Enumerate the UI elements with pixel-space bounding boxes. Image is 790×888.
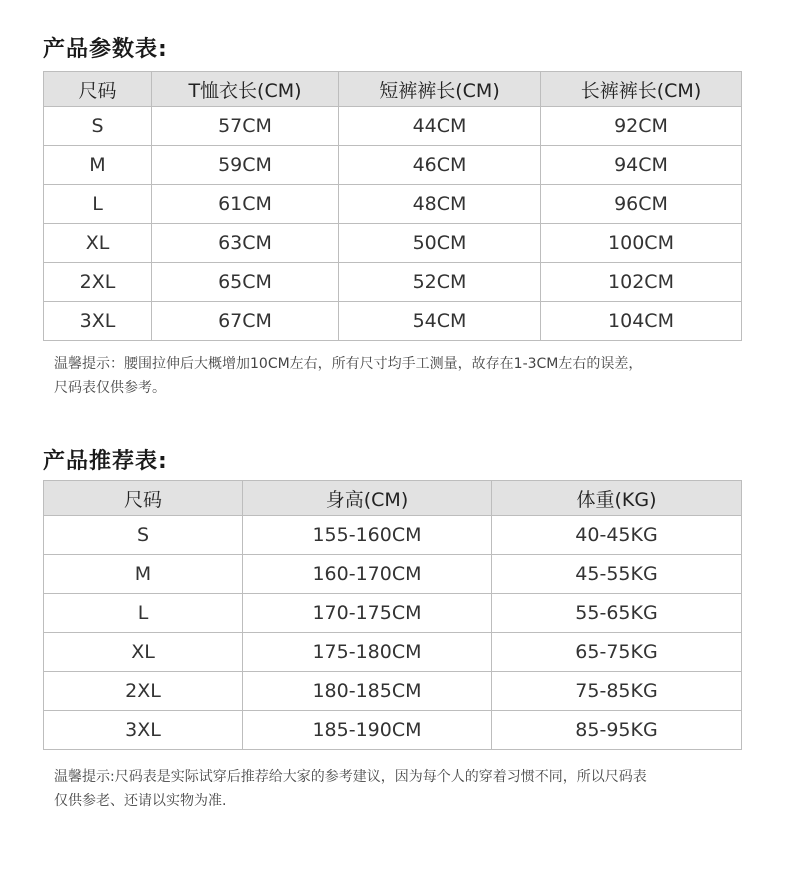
pants-length-cell: 102CM (541, 263, 742, 302)
table-row (44, 711, 742, 750)
params-note-line1: 温馨提示：腰围拉伸后大概增加10CM左右，所有尺寸均手工测量，故存在1-3CM左右的误差， (54, 356, 643, 372)
shorts-length-cell: 50CM (339, 224, 541, 263)
pants-length-cell: 100CM (541, 224, 742, 263)
table-row (44, 516, 742, 555)
size-cell: L (44, 185, 152, 224)
table-row (44, 302, 742, 341)
weight-cell: 55-65KG (492, 594, 742, 633)
table-row (44, 146, 742, 185)
weight-cell: 75-85KG (492, 672, 742, 711)
shorts-length-cell: 44CM (339, 107, 541, 146)
size-cell: M (44, 146, 152, 185)
table-row (44, 224, 742, 263)
table-row (44, 263, 742, 302)
height-cell: 175-180CM (243, 633, 492, 672)
size-cell: L (44, 594, 243, 633)
height-cell: 170-175CM (243, 594, 492, 633)
size-cell: 2XL (44, 672, 243, 711)
pants-length-cell: 104CM (541, 302, 742, 341)
size-cell: 3XL (44, 711, 243, 750)
params-header-shorts-length: 短裤裤长(CM) (339, 72, 541, 107)
tshirt-length-cell: 67CM (152, 302, 339, 341)
size-cell: XL (44, 633, 243, 672)
params-header-pants-length: 长裤裤长(CM) (541, 72, 742, 107)
recommend-header-weight: 体重(KG) (492, 481, 742, 516)
table-row (44, 107, 742, 146)
recommend-note (54, 765, 754, 813)
height-cell: 155-160CM (243, 516, 492, 555)
tshirt-length-cell: 59CM (152, 146, 339, 185)
recommend-note-line1: 温馨提示:尺码表是实际试穿后推荐给大家的参考建议，因为每个人的穿着习惯不同，所以尺码表 (54, 769, 647, 785)
table-row (44, 594, 742, 633)
size-cell: S (44, 516, 243, 555)
tshirt-length-cell: 63CM (152, 224, 339, 263)
height-cell: 185-190CM (243, 711, 492, 750)
table-row (44, 555, 742, 594)
tshirt-length-cell: 57CM (152, 107, 339, 146)
recommend-title: 产品推荐表: (43, 449, 168, 474)
tshirt-length-cell: 61CM (152, 185, 339, 224)
params-header-size: 尺码 (44, 72, 152, 107)
recommend-note-line2: 仅供参老、还请以实物为准. (54, 793, 227, 809)
table-row (44, 672, 742, 711)
shorts-length-cell: 54CM (339, 302, 541, 341)
params-header-row (44, 72, 742, 107)
pants-length-cell: 92CM (541, 107, 742, 146)
size-cell: 2XL (44, 263, 152, 302)
params-table (43, 71, 742, 341)
weight-cell: 40-45KG (492, 516, 742, 555)
shorts-length-cell: 52CM (339, 263, 541, 302)
size-cell: M (44, 555, 243, 594)
params-note (54, 352, 754, 400)
recommend-header-size: 尺码 (44, 481, 243, 516)
height-cell: 160-170CM (243, 555, 492, 594)
shorts-length-cell: 46CM (339, 146, 541, 185)
recommend-header-row (44, 481, 742, 516)
params-title: 产品参数表: (43, 37, 168, 62)
pants-length-cell: 96CM (541, 185, 742, 224)
weight-cell: 45-55KG (492, 555, 742, 594)
tshirt-length-cell: 65CM (152, 263, 339, 302)
weight-cell: 65-75KG (492, 633, 742, 672)
table-row (44, 185, 742, 224)
recommend-header-height: 身高(CM) (243, 481, 492, 516)
pants-length-cell: 94CM (541, 146, 742, 185)
height-cell: 180-185CM (243, 672, 492, 711)
table-row (44, 633, 742, 672)
size-cell: S (44, 107, 152, 146)
params-header-tshirt-length: T恤衣长(CM) (152, 72, 339, 107)
size-cell: XL (44, 224, 152, 263)
weight-cell: 85-95KG (492, 711, 742, 750)
recommend-table (43, 480, 742, 750)
shorts-length-cell: 48CM (339, 185, 541, 224)
params-note-line2: 尺码表仅供参考。 (54, 380, 166, 396)
size-cell: 3XL (44, 302, 152, 341)
